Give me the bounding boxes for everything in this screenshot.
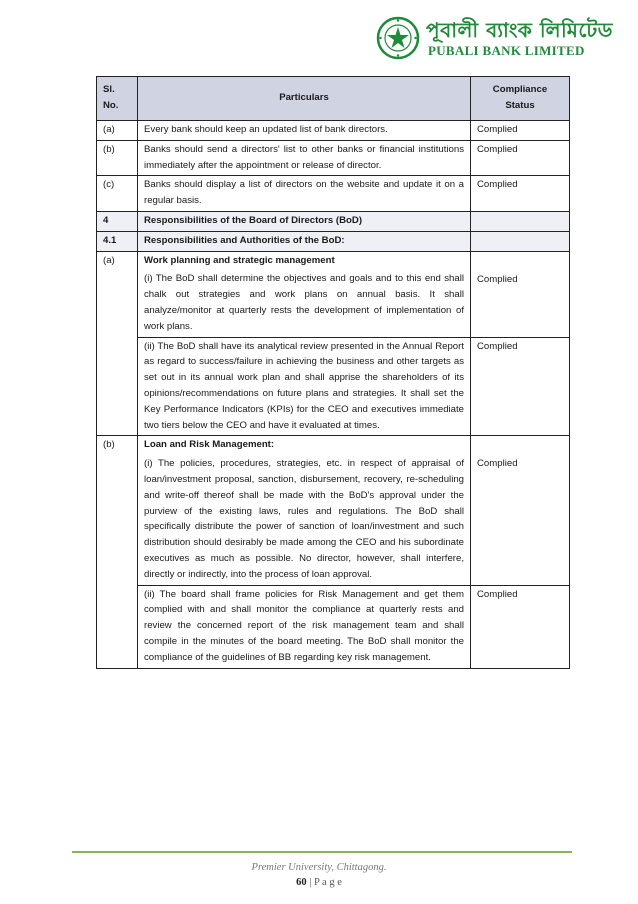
row-particulars: Every bank should keep an updated list of bank directors. (138, 121, 471, 141)
header-sl-no: Sl. No. (97, 77, 138, 121)
row-particulars (138, 436, 471, 585)
bank-name-bangla: পূবালী ব্যাংক লিমিটেড (426, 18, 613, 42)
row-status: Complied (471, 121, 570, 141)
row-status (471, 211, 570, 231)
subsection-title: Work planning and strategic management (144, 254, 335, 266)
table-row (97, 121, 570, 141)
table-row (97, 176, 570, 212)
footer-university: Premier University, Chittagong. (251, 862, 387, 873)
header-particulars: Particulars (138, 77, 471, 121)
bank-seal-icon (376, 16, 420, 60)
row-status: Complied (471, 585, 570, 668)
section-row (97, 231, 570, 251)
row-status: Complied (471, 436, 570, 585)
row-sl: (a) (97, 251, 138, 436)
row-particulars (138, 251, 471, 337)
table-row (97, 140, 570, 176)
row-status (471, 231, 570, 251)
compliance-table (96, 76, 570, 669)
row-particulars: Banks should display a list of directors on the website and update it on a regular basis. (138, 176, 471, 212)
row-sl: 4.1 (97, 231, 138, 251)
row-status: Complied (471, 176, 570, 212)
row-status: Complied (471, 251, 570, 337)
table-row (97, 585, 570, 668)
row-sl: (b) (97, 436, 138, 668)
section-title: Responsibilities and Authorities of the BoD: (138, 231, 471, 251)
row-sl: (a) (97, 121, 138, 141)
footer-divider (72, 851, 572, 853)
row-particulars: (ii) The board shall frame policies for Risk Management and get them complied with and shall monitor the compliance at quarterly rests and review the concerned report of the risk management team and shall compile in the minutes of the board meeting. The BoD shall monitor the compliance of the guidelines of BB regarding key risk management. (138, 585, 471, 668)
table-row (97, 251, 570, 337)
bank-name-english: PUBALI BANK LIMITED (428, 43, 585, 58)
header-compliance-status: Compliance Status (471, 77, 570, 121)
table-row (97, 337, 570, 436)
subsection-title: Loan and Risk Management: (144, 439, 275, 451)
row-text: (i) The policies, procedures, strategies, etc. in respect of appraisal of loan/investment proposal, sanction, disbursement, recovery, re-scheduling and write-off thereof shall be made with the BoD's approval under the purview of the existing laws, rules and regulations. The BoD shall specifically distribute the power of sanction of loan/investment and such distribution should desirably be made among the CEO and his subordinate executives as much as possible. No director, however, shall interfere, directly or indirectly, into the process of loan approval. (144, 458, 464, 580)
section-title: Responsibilities of the Board of Directors (BoD) (138, 211, 471, 231)
row-particulars: (ii) The BoD shall have its analytical review presented in the Annual Report as regard to success/failure in achieving the business and other targets as set out in its annual work plan and shall apprise the shareholders of its opinions/recommendations on future plans and strategies. It shall set the Key Performance Indicators (KPIs) for the CEO and executives immediate two tiers below the CEO and have it evaluated at times. (138, 337, 471, 436)
section-row (97, 211, 570, 231)
page-label: | P a g e (309, 877, 342, 888)
row-text: (i) The BoD shall determine the objectives and goals and to this end shall chalk out strategies and work plans on annual basis. It shall analyze/monitor at quarterly rests the development of implementation of work plans. (144, 273, 464, 332)
footer-page-number (0, 877, 638, 888)
row-sl: 4 (97, 211, 138, 231)
table-row (97, 436, 570, 585)
row-sl: (b) (97, 140, 138, 176)
row-particulars: Banks should send a directors' list to other banks or financial institutions immediately after the appointment or release of director. (138, 140, 471, 176)
page-number: 60 (296, 877, 307, 888)
bank-logo (376, 16, 626, 60)
row-sl: (c) (97, 176, 138, 212)
row-status: Complied (471, 140, 570, 176)
table-header-row (97, 77, 570, 121)
row-status: Complied (471, 337, 570, 436)
